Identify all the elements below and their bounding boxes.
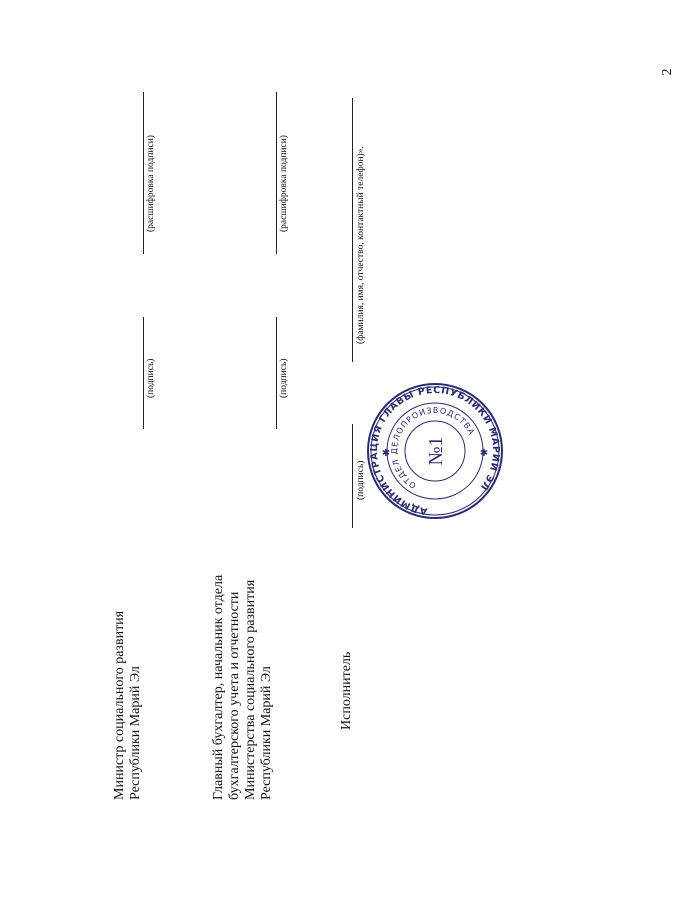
executor-title bbox=[339, 652, 355, 730]
minister-title-line-1: Министр социального развития bbox=[112, 610, 127, 800]
minister-title-line-2: Республики Марий Эл bbox=[128, 666, 143, 800]
chief-accountant-line-3: Министерства социального развития bbox=[243, 579, 258, 800]
chief-accountant-line-2: бухгалтерского учета и отчетности bbox=[227, 591, 242, 800]
accountant-signature-line bbox=[276, 317, 277, 429]
minister-decoding-caption: (расшифровка подписи) bbox=[146, 135, 156, 232]
minister-signature-caption: (подпись) bbox=[146, 358, 156, 398]
executor-details-line bbox=[352, 98, 353, 362]
seal-inner-text: ОТДЕЛ ДЕЛОПРОИЗВОДСТВА bbox=[389, 405, 477, 491]
chief-accountant-line-4: Республики Марий Эл bbox=[259, 666, 274, 800]
chief-accountant-title bbox=[211, 575, 275, 800]
seal-star-icon: ✱ bbox=[381, 448, 391, 459]
executor-signature-caption: (подпись) bbox=[356, 460, 366, 500]
official-seal bbox=[366, 382, 504, 520]
chief-accountant-line-1: Главный бухгалтер, начальник отдела bbox=[211, 574, 226, 800]
executor-signature-line bbox=[352, 424, 353, 528]
accountant-decoding-line bbox=[276, 92, 277, 254]
accountant-signature-caption: (подпись) bbox=[279, 358, 289, 398]
minister-title bbox=[112, 611, 144, 800]
minister-decoding-line bbox=[143, 92, 144, 254]
executor-details-caption: (фамилия, имя, отчество, контактный телефон)». bbox=[356, 146, 366, 344]
seal-number: №1 bbox=[425, 436, 447, 466]
minister-signature-line bbox=[143, 317, 144, 429]
accountant-decoding-caption: (расшифровка подписи) bbox=[279, 135, 289, 232]
page-number: 2 bbox=[660, 68, 675, 76]
executor-line-1: Исполнитель bbox=[339, 651, 354, 730]
seal-star-icon: ✱ bbox=[479, 448, 489, 459]
seal-outer-text: АДМИНИСТРАЦИЯ ГЛАВЫ РЕСПУБЛИКИ МАРИЙ ЭЛ bbox=[368, 384, 502, 517]
